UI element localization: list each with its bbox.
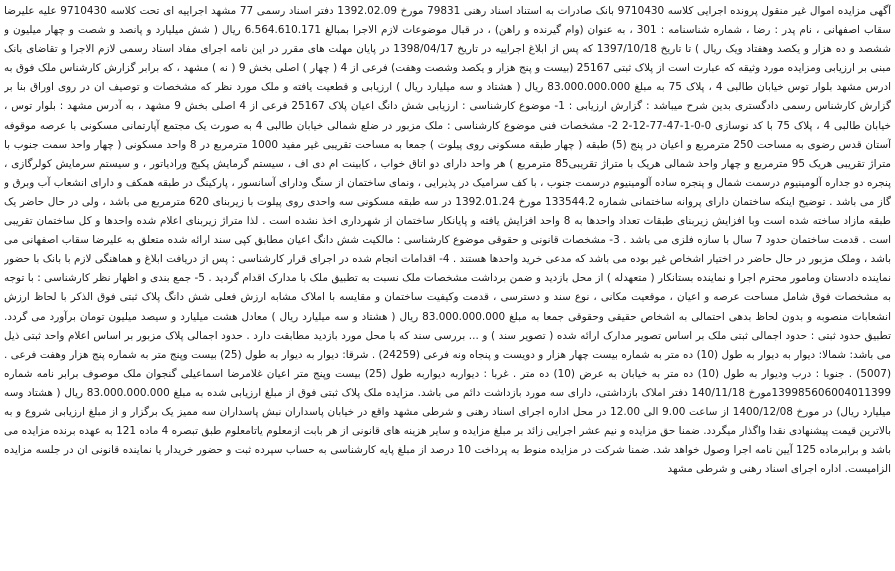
auction-notice-text: آگهی مزایده اموال غیر منقول پرونده اجرایی کلاسه 9710430 بانک صادرات به استناد اسناد رهنی 79831 مورخ 1392.02.09 دفتر اسناد رسمی 77 مشهد اجراییه ای تحت کلاسه 9710430 علیه علیرضا سقاب اصفهانی ، نام پدر : رضا ، شماره شناسنامه : 301 ، به عنوان (وام گیرنده و راهن) ، در قبال موضوعات لازم الاجرا بمبالغ 6.564.610.171 ریال ( شش میلیارد و پانصد و شصت و چهار میلیون و ششصد و ده هزار و یکصد وهفتاد ویک ریال ) تا تاریخ 1397/10/18 که پس از ابلاغ اجراییه در تاریخ 1398/04/17 در پایان مهلت های مقرر در این نامه اجرای مفاد اسناد رسمی لازم الاجرا و تقاضای بانک مبنی بر ارزیابی ومزایده مورد وثیقه که عبارت است از پلاک ثبتی 25167 (بیست و پنج هزار و یکصد وشصت وهفت) فرعی از 4 ( چهار ) اصلی بخش 9 ( نه ) مشهد ، که برابر گزارش کارشناس ملک فوق به ادرس مشهد بلوار توس خیابان طالبی 4 ، پلاک 75 به مبلغ 83.000.000.000 ریال ( هشتاد و سه میلیارد ریال ) ارزیابی و قطعیت یافته و ملک مورد نظر که مشخصات و توصیف ان در روی اوراق بنا بر گزارش کارشناس رسمی دادگستری بدین شرح میباشد : گزارش ارزیابی : 1- موضوع کارشناسی : ارزیابی شش دانگ اعیان پلاک 25167 فرعی از 4 اصلی بخش 9 مشهد ، به آدرس مشهد : بلوار توس ، خیابان طالبی 4 ، پلاک 75 با کد نوسازی 0-0-1-47-77-12-2 2- مشخصات فنی موضوع کارشناسی : ملک مزبور در ضلع شمالی خیابان طالبی 4 به صورت یک مجتمع آپارتمانی مسکونی با عرصه موقوفه آستان قدس رضوی به مساحت 250 مترمربع و اعیان در پنج (5) طبقه ( چهار طبقه مسکونی روی پیلوت ) جمعا به مساحت تقریبی غیر مفید 1000 مترمربع در 8 واحد مسکونی ( چهار واحد سمت جنوب با متراژ تقریبی هریک 95 مترمربع و چهار واحد شمالی هریک با متراژ تقریبی85 مترمربع ) هر واحد دارای دو اتاق خواب ، کابینت ام دی اف ، سیستم گرمایش پکیج ورادیاتور ، و سیستم سرمایش کولرگازی ، پنجره دو جداره آلومینیوم درسمت شمال و پنجره ساده آلومینیوم درسمت جنوب ، با کف سرامیک در پذیرایی ، ونمای ساختمان از سنگ ودارای آسانسور ، پارکینگ در طبقه همکف و دارای انشعاب آب وبرق و گاز می باشد . توضیح اینکه ساختمان دارای پروانه ساختمانی شماره 133544.2 مورخ 1392.01.24 در سه طبقه مسکونی سه واحدی روی پیلوت با زیربنای 620 مترمربع می باشد ، ولی در حال حاضر یک طبقه مازاد ساخته شده است وبا افزایش زیربنای طبقات تعداد واحدها به 8 واحد افزایش یافته و پایانکار ساختمان از شهرداری اخذ نشده است . لذا متراژ زیربنای اعلام شده واحدها و کل ساختمان تقریبی است . قدمت ساختمان حدود 7 سال با سازه فلزی می باشد . 3- مشخصات قانونی و حقوقی موضوع کارشناسی : مالکیت شش دانگ اعیان مطابق کپی سند ارائه شده متعلق به علیرضا سقاب اصفهانی می باشد ، وملک مزبور در حال حاضر در اختیار اشخاص غیر بوده می باشد که مدعی خرید واحدها هستند . 4- اقدامات انجام شده در اجرای قرار کارشناسی : پس از دریافت ابلاغ و هماهنگی لازم با بانک با حضور نماینده دادستان ومامور محترم اجرا و نماینده بستانکار ( متعهدله ) از محل بازدید و ضمن برداشت مشخصات ملک نسبت به تطبیق ملک با مدارک اقدام گردید . 5- جمع بندی و اظهار نظر کارشناسی : با توجه به مشخصات فوق شامل مساحت عرصه و اعیان ، موقعیت مکانی ، نوع سند و دسترسی ، قدمت وکیفیت ساختمان و مقایسه با املاک مشابه ارزش فعلی شش دانگ پلاک ثبتی فوق الذکر با لحاظ ارزش انشعابات منصوبه و بدون لحاظ بدهی احتمالی به اشخاص حقیقی وحقوقی جمعا به مبلغ 83.000.000.000 ریال ( هشتاد و سه میلیارد ریال ) معادل هشت میلیارد و سیصد میلیون تومان برآورد می گردد. تطبیق حدود ثبتی : حدود اجمالی ثبتی ملک بر اساس تصویر مدارک ارائه شده ( تصویر سند ) و ... بررسی سند که با محل مورد بازدید مطابقت دارد . حدود اجمالی پلاک مزبور بر اساس اعلام واحد ثبتی ذیل می باشد: شمالا: دیوار به دیوار به طول (10) ده متر به شماره بیست چهار هزار و دویست و پنجاه ونه فرعی (24259) . شرقا: دیوار به دیوار به طول (25) بیست وپنج متر به شماره پنج هزار وهفت فرعی . (5007) . جنوبا : درب ودیوار به طول (10) ده متر به خیابان به عرض (10) ده متر . غربا : دیواربه دیواربه طول (25) بیست وپنج متر اعیان غلامرضا اسماعیلی گنجوان ملک موصوف برابر نامه شماره 139985606004011399مورخ 140/11/18 دفتر املاک بازداشتی، دارای سه مورد بازداشت دائم می باشد. مزایده ملک پلاک ثبتی فوق از مبلغ ارزیابی شده به مبلغ 83.000.000.000 ریال ( هشتاد وسه میلیارد ریال) در مورخ 1400/12/08 از ساعت 9.00 الی 12.00 در محل اداره اجرای اسناد رهنی و شرطی مشهد واقع در خیابان پاسداران نبش پاسداران سه ممیز یک برگزار و از مبلغ ارزیابی شروع و به بالاترین قیمت پیشنهادی نقدا واگذار میگردد. ضمنا حق مزایده و نیم عشر اجرایی زائد بر مبلغ مزایده و سایر هزینه های قانونی از هر بابت ازمعلوم یاتامعلوم طبق تبصره 4 ماده 121 به عهده برنده مزایده می باشد و برابرماده 125 آیین نامه اجرا وصول خواهد شد. ضمنا شرکت در مزایده منوط به پرداخت 10 درصد از مبلغ پایه کارشناسی به حساب سپرده ثبت و حضور خریدار یا نماینده قانونی ان در جلسه مزایده الزامیست. اداره اجرای اسناد رهنی و شرطی مشهد <box>4 5 891 476</box>
